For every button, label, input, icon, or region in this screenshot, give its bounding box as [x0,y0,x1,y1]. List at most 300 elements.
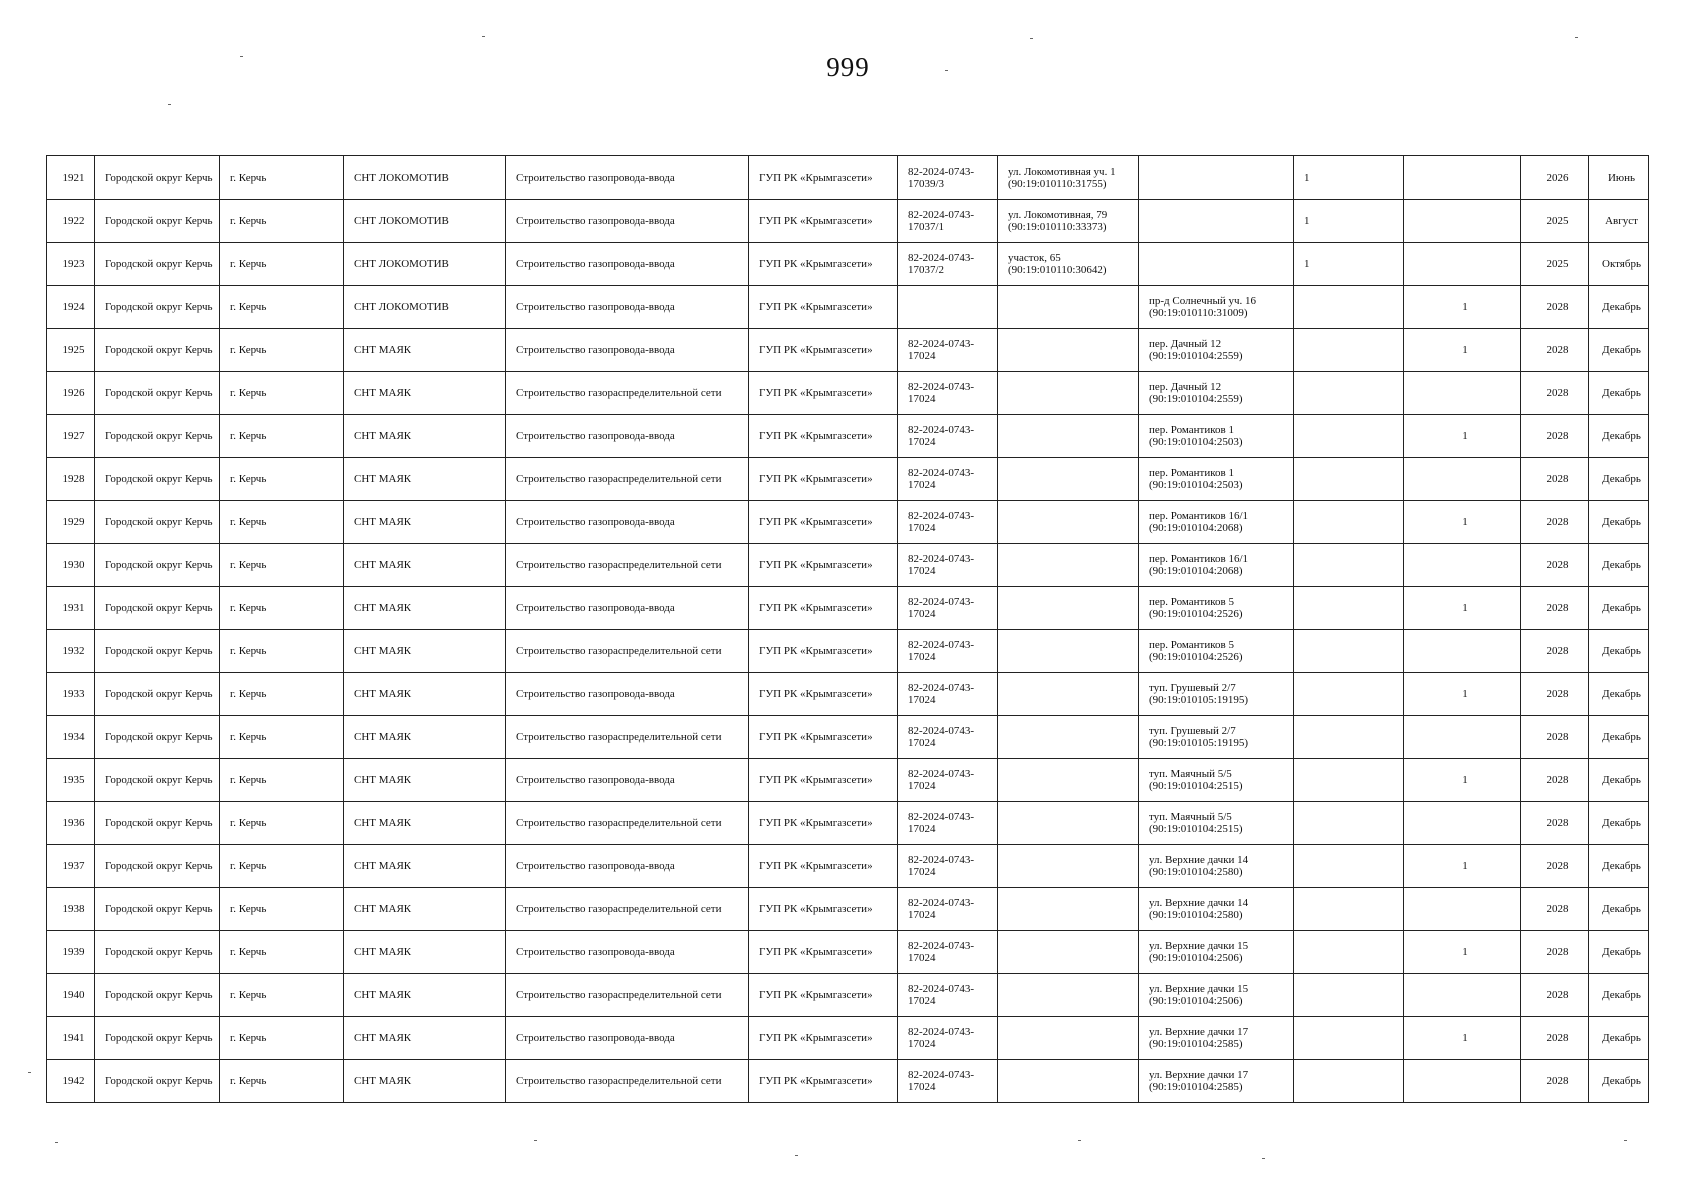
partnership-cell: СНТ МАЯК [344,888,506,931]
month-cell: Декабрь [1589,931,1649,974]
table-row [47,974,1649,1017]
address-cell [998,759,1139,802]
operator-cell: ГУП РК «Крымгазсети» [749,286,898,329]
address-cell [998,1017,1139,1060]
count-cell [1294,372,1404,415]
count-cell [1294,759,1404,802]
document-number-cell: 82-2024-0743-17024 [898,458,998,501]
partnership-cell: СНТ ЛОКОМОТИВ [344,286,506,329]
work-type-cell: Строительство газопровода-ввода [506,243,749,286]
document-number-cell: 82-2024-0743-17024 [898,845,998,888]
address-cell [998,286,1139,329]
row-number: 1930 [47,544,95,587]
year-cell: 2028 [1521,415,1589,458]
address-cell: ул. Верхние дачки 17 (90:19:010104:2585) [1139,1017,1294,1060]
year-cell: 2025 [1521,243,1589,286]
partnership-cell: СНТ МАЯК [344,931,506,974]
operator-cell: ГУП РК «Крымгазсети» [749,759,898,802]
city-cell: г. Керчь [220,286,344,329]
operator-cell: ГУП РК «Крымгазсети» [749,200,898,243]
year-cell: 2026 [1521,156,1589,200]
month-cell: Декабрь [1589,888,1649,931]
count-cell: 1 [1404,415,1521,458]
address-cell [998,888,1139,931]
city-cell: г. Керчь [220,329,344,372]
year-cell: 2028 [1521,501,1589,544]
year-cell: 2028 [1521,673,1589,716]
city-cell: г. Керчь [220,630,344,673]
address-cell [998,1060,1139,1103]
row-number: 1936 [47,802,95,845]
document-number-cell: 82-2024-0743-17024 [898,544,998,587]
city-cell: г. Керчь [220,243,344,286]
month-cell: Декабрь [1589,802,1649,845]
address-cell: туп. Маячный 5/5 (90:19:010104:2515) [1139,802,1294,845]
document-number-cell: 82-2024-0743-17024 [898,673,998,716]
table-row [47,759,1649,802]
document-number-cell: 82-2024-0743-17024 [898,931,998,974]
year-cell: 2028 [1521,888,1589,931]
document-number-cell [898,286,998,329]
table-row [47,1017,1649,1060]
work-type-cell: Строительство газораспределительной сети [506,716,749,759]
count-cell [1294,329,1404,372]
table-row [47,1060,1649,1103]
count-cell [1294,673,1404,716]
city-cell: г. Керчь [220,931,344,974]
row-number: 1925 [47,329,95,372]
count-cell [1294,1017,1404,1060]
operator-cell: ГУП РК «Крымгазсети» [749,544,898,587]
district-cell: Городской округ Керчь [95,1017,220,1060]
count-cell: 1 [1404,1017,1521,1060]
work-type-cell: Строительство газопровода-ввода [506,286,749,329]
operator-cell: ГУП РК «Крымгазсети» [749,630,898,673]
city-cell: г. Керчь [220,156,344,200]
month-cell: Август [1589,200,1649,243]
year-cell: 2028 [1521,286,1589,329]
row-number: 1927 [47,415,95,458]
year-cell: 2028 [1521,845,1589,888]
operator-cell: ГУП РК «Крымгазсети» [749,501,898,544]
count-cell [1404,630,1521,673]
month-cell: Июнь [1589,156,1649,200]
address-cell [1139,200,1294,243]
year-cell: 2028 [1521,716,1589,759]
document-number-cell: 82-2024-0743-17037/1 [898,200,998,243]
city-cell: г. Керчь [220,716,344,759]
district-cell: Городской округ Керчь [95,802,220,845]
address-cell: пер. Романтиков 1 (90:19:010104:2503) [1139,458,1294,501]
count-cell: 1 [1404,501,1521,544]
address-cell: ул. Верхние дачки 15 (90:19:010104:2506) [1139,931,1294,974]
month-cell: Декабрь [1589,673,1649,716]
table-row [47,802,1649,845]
count-cell [1294,415,1404,458]
address-cell: пер. Романтиков 16/1 (90:19:010104:2068) [1139,544,1294,587]
city-cell: г. Керчь [220,501,344,544]
work-type-cell: Строительство газопровода-ввода [506,673,749,716]
operator-cell: ГУП РК «Крымгазсети» [749,974,898,1017]
work-type-cell: Строительство газопровода-ввода [506,759,749,802]
partnership-cell: СНТ ЛОКОМОТИВ [344,243,506,286]
month-cell: Декабрь [1589,587,1649,630]
count-cell [1294,931,1404,974]
address-cell [998,716,1139,759]
month-cell: Декабрь [1589,286,1649,329]
row-number: 1922 [47,200,95,243]
count-cell: 1 [1294,200,1404,243]
operator-cell: ГУП РК «Крымгазсети» [749,716,898,759]
partnership-cell: СНТ ЛОКОМОТИВ [344,156,506,200]
district-cell: Городской округ Керчь [95,200,220,243]
partnership-cell: СНТ МАЯК [344,1017,506,1060]
operator-cell: ГУП РК «Крымгазсети» [749,415,898,458]
address-cell [998,372,1139,415]
table-row [47,544,1649,587]
address-cell [1139,156,1294,200]
table-row [47,673,1649,716]
count-cell [1294,630,1404,673]
address-cell [1139,243,1294,286]
district-cell: Городской округ Керчь [95,286,220,329]
address-cell: пр-д Солнечный уч. 16 (90:19:010110:31009) [1139,286,1294,329]
work-type-cell: Строительство газораспределительной сети [506,458,749,501]
document-number-cell: 82-2024-0743-17024 [898,329,998,372]
work-type-cell: Строительство газораспределительной сети [506,544,749,587]
partnership-cell: СНТ МАЯК [344,802,506,845]
work-type-cell: Строительство газораспределительной сети [506,888,749,931]
table-row [47,243,1649,286]
month-cell: Декабрь [1589,974,1649,1017]
table-row [47,716,1649,759]
row-number: 1942 [47,1060,95,1103]
table-row [47,587,1649,630]
work-type-cell: Строительство газопровода-ввода [506,156,749,200]
work-type-cell: Строительство газораспределительной сети [506,372,749,415]
address-cell [998,415,1139,458]
partnership-cell: СНТ ЛОКОМОТИВ [344,200,506,243]
city-cell: г. Керчь [220,759,344,802]
count-cell: 1 [1404,286,1521,329]
document-number-cell: 82-2024-0743-17024 [898,501,998,544]
address-cell: пер. Дачный 12 (90:19:010104:2559) [1139,329,1294,372]
partnership-cell: СНТ МАЯК [344,759,506,802]
partnership-cell: СНТ МАЯК [344,716,506,759]
count-cell [1294,1060,1404,1103]
table-row [47,931,1649,974]
count-cell [1404,716,1521,759]
count-cell [1294,286,1404,329]
table-row [47,156,1649,200]
month-cell: Декабрь [1589,1060,1649,1103]
district-cell: Городской округ Керчь [95,156,220,200]
address-cell: туп. Грушевый 2/7 (90:19:010105:19195) [1139,673,1294,716]
register-table [46,155,1649,1103]
document-number-cell: 82-2024-0743-17024 [898,759,998,802]
count-cell [1404,1060,1521,1103]
city-cell: г. Керчь [220,200,344,243]
count-cell [1294,458,1404,501]
count-cell: 1 [1404,931,1521,974]
operator-cell: ГУП РК «Крымгазсети» [749,1017,898,1060]
count-cell: 1 [1404,845,1521,888]
row-number: 1934 [47,716,95,759]
count-cell [1294,802,1404,845]
year-cell: 2028 [1521,544,1589,587]
count-cell: 1 [1294,156,1404,200]
city-cell: г. Керчь [220,587,344,630]
count-cell: 1 [1404,329,1521,372]
month-cell: Декабрь [1589,759,1649,802]
partnership-cell: СНТ МАЯК [344,415,506,458]
operator-cell: ГУП РК «Крымгазсети» [749,243,898,286]
district-cell: Городской округ Керчь [95,587,220,630]
address-cell: ул. Локомотивная уч. 1 (90:19:010110:31755) [998,156,1139,200]
address-cell [998,802,1139,845]
city-cell: г. Керчь [220,974,344,1017]
document-number-cell: 82-2024-0743-17024 [898,974,998,1017]
partnership-cell: СНТ МАЯК [344,587,506,630]
month-cell: Декабрь [1589,415,1649,458]
page-number: 999 [826,52,870,82]
table-row [47,372,1649,415]
city-cell: г. Керчь [220,888,344,931]
address-cell [998,630,1139,673]
count-cell: 1 [1404,673,1521,716]
city-cell: г. Керчь [220,1060,344,1103]
district-cell: Городской округ Керчь [95,415,220,458]
operator-cell: ГУП РК «Крымгазсети» [749,458,898,501]
city-cell: г. Керчь [220,802,344,845]
address-cell: ул. Верхние дачки 17 (90:19:010104:2585) [1139,1060,1294,1103]
document-number-cell: 82-2024-0743-17024 [898,630,998,673]
count-cell [1404,458,1521,501]
count-cell [1294,544,1404,587]
document-number-cell: 82-2024-0743-17024 [898,587,998,630]
address-cell [998,931,1139,974]
count-cell [1404,200,1521,243]
row-number: 1932 [47,630,95,673]
partnership-cell: СНТ МАЯК [344,673,506,716]
district-cell: Городской округ Керчь [95,630,220,673]
district-cell: Городской округ Керчь [95,329,220,372]
row-number: 1941 [47,1017,95,1060]
address-cell [998,544,1139,587]
partnership-cell: СНТ МАЯК [344,458,506,501]
address-cell [998,587,1139,630]
row-number: 1928 [47,458,95,501]
city-cell: г. Керчь [220,415,344,458]
year-cell: 2028 [1521,372,1589,415]
count-cell [1404,243,1521,286]
row-number: 1931 [47,587,95,630]
operator-cell: ГУП РК «Крымгазсети» [749,888,898,931]
district-cell: Городской округ Керчь [95,501,220,544]
month-cell: Декабрь [1589,458,1649,501]
count-cell [1294,888,1404,931]
work-type-cell: Строительство газопровода-ввода [506,501,749,544]
partnership-cell: СНТ МАЯК [344,1060,506,1103]
operator-cell: ГУП РК «Крымгазсети» [749,931,898,974]
row-number: 1937 [47,845,95,888]
address-cell [998,458,1139,501]
row-number: 1924 [47,286,95,329]
city-cell: г. Керчь [220,845,344,888]
city-cell: г. Керчь [220,544,344,587]
row-number: 1921 [47,156,95,200]
year-cell: 2028 [1521,759,1589,802]
operator-cell: ГУП РК «Крымгазсети» [749,372,898,415]
month-cell: Декабрь [1589,544,1649,587]
district-cell: Городской округ Керчь [95,458,220,501]
district-cell: Городской округ Керчь [95,1060,220,1103]
document-number-cell: 82-2024-0743-17024 [898,802,998,845]
city-cell: г. Керчь [220,372,344,415]
document-number-cell: 82-2024-0743-17024 [898,716,998,759]
address-cell [998,974,1139,1017]
document-number-cell: 82-2024-0743-17037/2 [898,243,998,286]
year-cell: 2028 [1521,1017,1589,1060]
address-cell [998,673,1139,716]
district-cell: Городской округ Керчь [95,974,220,1017]
partnership-cell: СНТ МАЯК [344,630,506,673]
work-type-cell: Строительство газопровода-ввода [506,931,749,974]
count-cell: 1 [1294,243,1404,286]
month-cell: Декабрь [1589,372,1649,415]
table-row [47,630,1649,673]
district-cell: Городской округ Керчь [95,372,220,415]
district-cell: Городской округ Керчь [95,673,220,716]
year-cell: 2025 [1521,200,1589,243]
document-number-cell: 82-2024-0743-17024 [898,1060,998,1103]
partnership-cell: СНТ МАЯК [344,544,506,587]
table-row [47,329,1649,372]
document-number-cell: 82-2024-0743-17024 [898,1017,998,1060]
count-cell [1294,716,1404,759]
table-row [47,415,1649,458]
district-cell: Городской округ Керчь [95,544,220,587]
row-number: 1926 [47,372,95,415]
work-type-cell: Строительство газораспределительной сети [506,630,749,673]
work-type-cell: Строительство газопровода-ввода [506,845,749,888]
address-cell: туп. Маячный 5/5 (90:19:010104:2515) [1139,759,1294,802]
year-cell: 2028 [1521,802,1589,845]
month-cell: Октябрь [1589,243,1649,286]
city-cell: г. Керчь [220,458,344,501]
month-cell: Декабрь [1589,716,1649,759]
work-type-cell: Строительство газораспределительной сети [506,974,749,1017]
year-cell: 2028 [1521,630,1589,673]
work-type-cell: Строительство газопровода-ввода [506,1017,749,1060]
work-type-cell: Строительство газораспределительной сети [506,802,749,845]
table-row [47,888,1649,931]
work-type-cell: Строительство газораспределительной сети [506,1060,749,1103]
count-cell: 1 [1404,587,1521,630]
address-cell: пер. Дачный 12 (90:19:010104:2559) [1139,372,1294,415]
table-row [47,458,1649,501]
partnership-cell: СНТ МАЯК [344,974,506,1017]
address-cell: ул. Верхние дачки 15 (90:19:010104:2506) [1139,974,1294,1017]
operator-cell: ГУП РК «Крымгазсети» [749,329,898,372]
address-cell: пер. Романтиков 5 (90:19:010104:2526) [1139,630,1294,673]
district-cell: Городской округ Керчь [95,931,220,974]
year-cell: 2028 [1521,931,1589,974]
address-cell [998,501,1139,544]
operator-cell: ГУП РК «Крымгазсети» [749,1060,898,1103]
count-cell [1404,156,1521,200]
work-type-cell: Строительство газопровода-ввода [506,587,749,630]
count-cell [1294,587,1404,630]
year-cell: 2028 [1521,1060,1589,1103]
address-cell: пер. Романтиков 5 (90:19:010104:2526) [1139,587,1294,630]
month-cell: Декабрь [1589,845,1649,888]
year-cell: 2028 [1521,329,1589,372]
count-cell [1294,974,1404,1017]
partnership-cell: СНТ МАЯК [344,372,506,415]
operator-cell: ГУП РК «Крымгазсети» [749,587,898,630]
work-type-cell: Строительство газопровода-ввода [506,329,749,372]
operator-cell: ГУП РК «Крымгазсети» [749,845,898,888]
row-number: 1938 [47,888,95,931]
count-cell [1404,802,1521,845]
operator-cell: ГУП РК «Крымгазсети» [749,156,898,200]
count-cell [1404,974,1521,1017]
operator-cell: ГУП РК «Крымгазсети» [749,802,898,845]
count-cell: 1 [1404,759,1521,802]
city-cell: г. Керчь [220,673,344,716]
district-cell: Городской округ Керчь [95,759,220,802]
district-cell: Городской округ Керчь [95,716,220,759]
address-cell: пер. Романтиков 1 (90:19:010104:2503) [1139,415,1294,458]
document-number-cell: 82-2024-0743-17024 [898,372,998,415]
row-number: 1940 [47,974,95,1017]
count-cell [1294,845,1404,888]
table-row [47,501,1649,544]
address-cell [998,329,1139,372]
address-cell: туп. Грушевый 2/7 (90:19:010105:19195) [1139,716,1294,759]
year-cell: 2028 [1521,458,1589,501]
work-type-cell: Строительство газопровода-ввода [506,200,749,243]
partnership-cell: СНТ МАЯК [344,329,506,372]
year-cell: 2028 [1521,587,1589,630]
year-cell: 2028 [1521,974,1589,1017]
month-cell: Декабрь [1589,329,1649,372]
count-cell [1404,372,1521,415]
row-number: 1933 [47,673,95,716]
count-cell [1404,888,1521,931]
count-cell [1294,501,1404,544]
address-cell: ул. Верхние дачки 14 (90:19:010104:2580) [1139,888,1294,931]
month-cell: Декабрь [1589,501,1649,544]
district-cell: Городской округ Керчь [95,888,220,931]
month-cell: Декабрь [1589,1017,1649,1060]
table-row [47,845,1649,888]
document-number-cell: 82-2024-0743-17024 [898,415,998,458]
row-number: 1923 [47,243,95,286]
document-number-cell: 82-2024-0743-17024 [898,888,998,931]
city-cell: г. Керчь [220,1017,344,1060]
row-number: 1929 [47,501,95,544]
address-cell: ул. Локомотивная, 79 (90:19:010110:33373) [998,200,1139,243]
count-cell [1404,544,1521,587]
operator-cell: ГУП РК «Крымгазсети» [749,673,898,716]
address-cell [998,845,1139,888]
month-cell: Декабрь [1589,630,1649,673]
district-cell: Городской округ Керчь [95,243,220,286]
row-number: 1935 [47,759,95,802]
work-type-cell: Строительство газопровода-ввода [506,415,749,458]
